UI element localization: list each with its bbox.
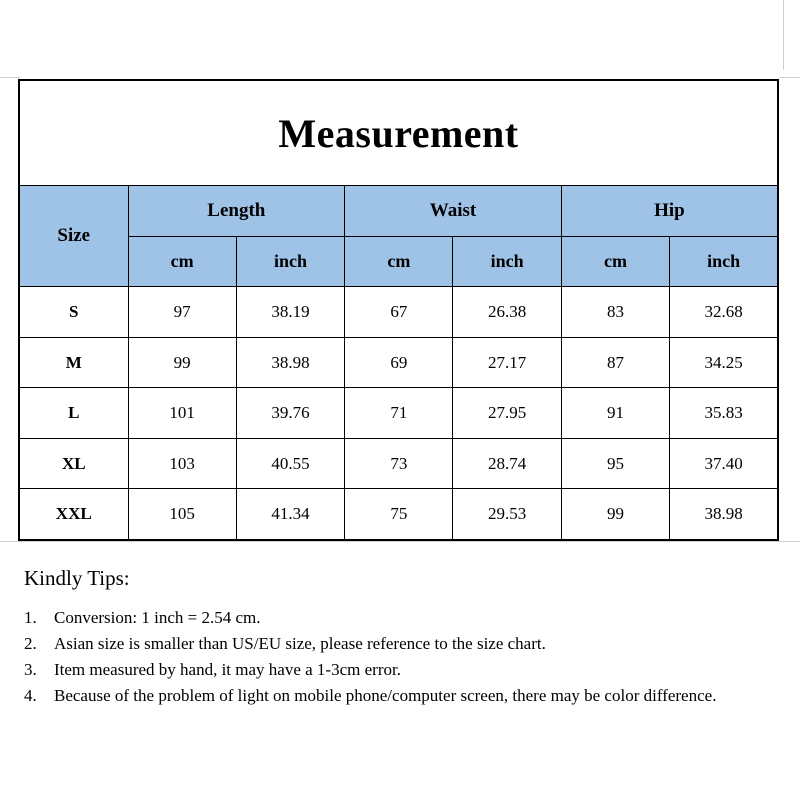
table-cell: 35.83 [670, 388, 778, 439]
table-cell: 32.68 [670, 287, 778, 338]
size-label: M [19, 337, 128, 388]
list-item [24, 605, 764, 631]
table-row [19, 287, 778, 338]
list-item-text: Conversion: 1 inch = 2.54 cm. [54, 608, 261, 627]
table-cell: 101 [128, 388, 236, 439]
table-title: Measurement [19, 80, 778, 186]
table-cell: 37.40 [670, 438, 778, 489]
table-cell: 99 [561, 489, 669, 540]
length-group-header: Length [128, 186, 345, 237]
size-label: XXL [19, 489, 128, 540]
table-cell: 97 [128, 287, 236, 338]
table-cell: 91 [561, 388, 669, 439]
tips-list [24, 605, 764, 709]
unit-header: inch [236, 236, 344, 287]
list-item-number: 2. [24, 634, 37, 653]
table-cell: 34.25 [670, 337, 778, 388]
unit-header: inch [453, 236, 561, 287]
list-item-text: Asian size is smaller than US/EU size, please reference to the size chart. [54, 634, 546, 653]
size-label: L [19, 388, 128, 439]
list-item-text: Item measured by hand, it may have a 1-3cm error. [54, 660, 401, 679]
list-item-number: 1. [24, 608, 37, 627]
list-item-number: 3. [24, 660, 37, 679]
table-cell: 71 [345, 388, 453, 439]
right-guide-line [783, 0, 784, 70]
table-cell: 67 [345, 287, 453, 338]
tips-title: Kindly Tips: [24, 566, 130, 590]
unit-header: inch [670, 236, 778, 287]
table-row [19, 388, 778, 439]
table-cell: 99 [128, 337, 236, 388]
kindly-tips-section [24, 566, 764, 709]
top-guide-line-right [780, 77, 800, 78]
table-cell: 38.98 [670, 489, 778, 540]
table-cell: 83 [561, 287, 669, 338]
waist-group-header: Waist [345, 186, 562, 237]
table-row [19, 438, 778, 489]
table-cell: 29.53 [453, 489, 561, 540]
table-cell: 38.19 [236, 287, 344, 338]
unit-header: cm [345, 236, 453, 287]
table-cell: 75 [345, 489, 453, 540]
unit-header-row [19, 236, 778, 287]
hip-group-header: Hip [561, 186, 778, 237]
top-guide-line [0, 77, 20, 78]
list-item-text: Because of the problem of light on mobile phone/computer screen, there may be color difference. [54, 686, 717, 705]
table-cell: 27.17 [453, 337, 561, 388]
table-cell: 27.95 [453, 388, 561, 439]
table-cell: 103 [128, 438, 236, 489]
table-cell: 38.98 [236, 337, 344, 388]
bottom-guide-line [0, 541, 800, 542]
table-row [19, 489, 778, 540]
table-cell: 40.55 [236, 438, 344, 489]
list-item [24, 631, 764, 657]
size-label: XL [19, 438, 128, 489]
table-title-row [19, 80, 778, 186]
table-cell: 73 [345, 438, 453, 489]
table-cell: 105 [128, 489, 236, 540]
table-cell: 28.74 [453, 438, 561, 489]
table-row [19, 337, 778, 388]
size-chart-table [18, 79, 779, 541]
size-label: S [19, 287, 128, 338]
list-item [24, 657, 764, 683]
table-cell: 39.76 [236, 388, 344, 439]
table-cell: 87 [561, 337, 669, 388]
unit-header: cm [128, 236, 236, 287]
list-item-number: 4. [24, 686, 37, 705]
group-header-row [19, 186, 778, 237]
list-item [24, 683, 764, 709]
unit-header: cm [561, 236, 669, 287]
table-cell: 95 [561, 438, 669, 489]
table-cell: 41.34 [236, 489, 344, 540]
size-column-header: Size [19, 186, 128, 287]
table-cell: 69 [345, 337, 453, 388]
table-cell: 26.38 [453, 287, 561, 338]
